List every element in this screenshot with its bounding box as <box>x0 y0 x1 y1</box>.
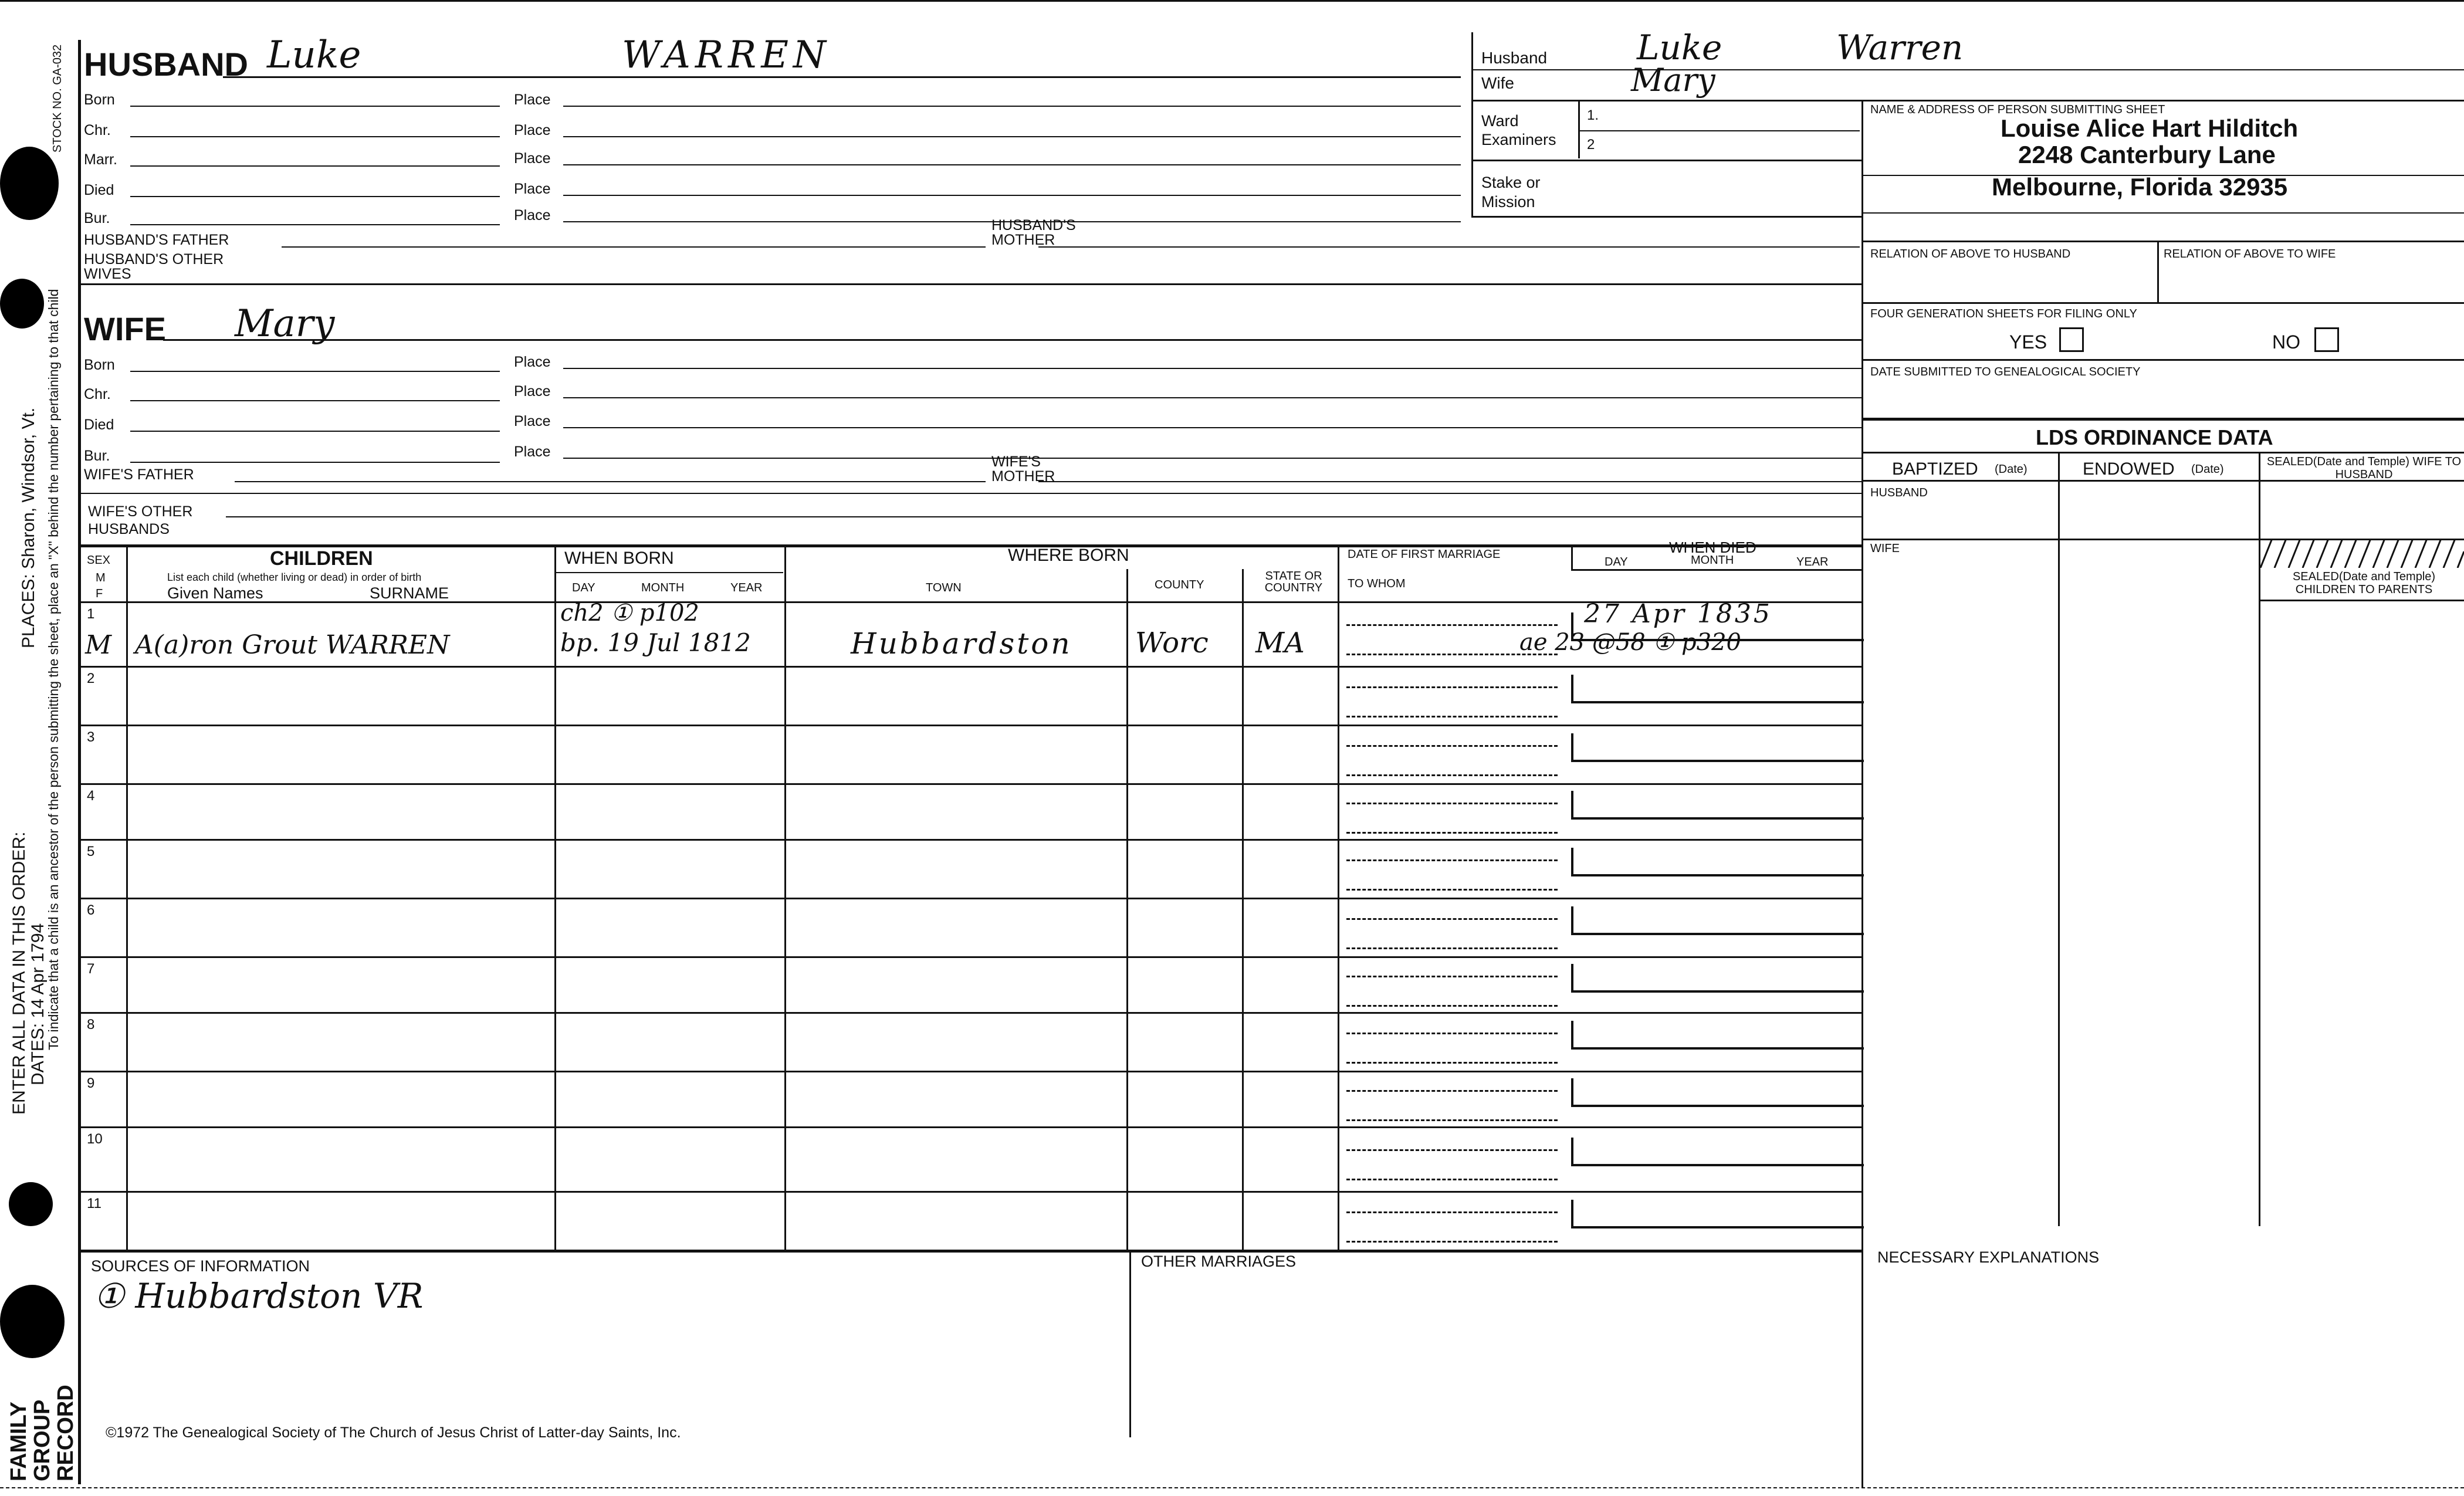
side-enter-order: ENTER ALL DATA IN THIS ORDER: <box>9 831 29 1115</box>
other-marriages-label: OTHER MARRIAGES <box>1141 1253 1297 1270</box>
husband-chr-place-line <box>563 136 1461 137</box>
husbands-father-label: HUSBAND'S FATHER <box>84 232 229 248</box>
child1-sex: M <box>85 630 112 660</box>
child-row-number: 3 <box>87 729 95 745</box>
wifes-father-label: WIFE'S FATHER <box>84 466 194 483</box>
wife-bur-label: Bur. <box>84 448 110 464</box>
lds-ordinance-title: LDS ORDINANCE DATA <box>2036 425 2273 449</box>
col-county-divider <box>1242 569 1244 1251</box>
child1-name: A(a)ron Grout WARREN <box>135 630 450 660</box>
to-whom-dash-line <box>1346 1119 1558 1121</box>
when-died-box <box>1571 1200 1864 1228</box>
wife-born-place-label: Place <box>514 354 551 370</box>
when-died-box <box>1571 964 1864 993</box>
to-whom-dash-line <box>1346 947 1558 949</box>
punch-hole <box>0 279 44 329</box>
no-checkbox[interactable] <box>2314 327 2339 352</box>
four-generation-label: FOUR GENERATION SHEETS FOR FILING ONLY <box>1870 307 2137 320</box>
sex-m-label: M <box>96 571 106 584</box>
wifes-other-husbands-label: WIFE'S OTHER HUSBANDS <box>88 503 193 537</box>
lds-divider-2 <box>2259 452 2260 1226</box>
marriage-date-dash-line <box>1346 918 1558 920</box>
husband-chr-place-label: Place <box>514 122 551 138</box>
other-marriages-border <box>1129 1250 1131 1437</box>
husband-bur-label: Bur. <box>84 210 110 226</box>
when-died-box <box>1571 1021 1864 1050</box>
necessary-explanations-label: NECESSARY EXPLANATIONS <box>1877 1248 2100 1266</box>
endowed-date-label: (Date) <box>2191 463 2224 476</box>
sealed-children-bottom <box>2260 600 2464 601</box>
no-label: NO <box>2272 331 2300 353</box>
child-row-line <box>78 898 1861 899</box>
husband-died-line <box>130 196 500 197</box>
husband-chr-label: Chr. <box>84 122 111 138</box>
child-row-number: 5 <box>87 844 95 859</box>
submitter-line-1 <box>1861 175 2464 176</box>
ward-divider <box>1578 100 1580 158</box>
ward-examiner-1-line <box>1578 130 1860 131</box>
when-died-box <box>1571 791 1864 820</box>
wife-died-place-line <box>563 427 1861 428</box>
husband-marr-label: Marr. <box>84 151 117 168</box>
to-whom-dash-line <box>1346 1005 1558 1007</box>
when-died-box <box>1571 733 1864 762</box>
husband-died-place-line <box>563 195 1461 196</box>
child-row-line <box>78 1012 1861 1014</box>
died-day-label: DAY <box>1605 556 1628 568</box>
marriage-date-dash-line <box>1346 624 1558 626</box>
col-died-head-divider <box>1571 544 1573 569</box>
lds-husband-label: HUSBAND <box>1870 486 1928 499</box>
when-died-box <box>1571 848 1864 876</box>
sealed-wife-label: SEALED(Date and Temple) WIFE TO HUSBAND <box>2266 455 2462 481</box>
husbands-mother-label: HUSBAND'S MOTHER <box>991 217 1076 248</box>
husband-surname: WARREN <box>622 33 831 77</box>
state-country-label: STATE OR COUNTRY <box>1264 570 1323 594</box>
child-row-number: 9 <box>87 1075 95 1091</box>
died-month-label: MONTH <box>1691 554 1734 567</box>
relation-bottom <box>1861 302 2464 304</box>
copyright-notice: ©1972 The Genealogical Society of The Church of Jesus Christ of Latter-day Saints, Inc. <box>106 1424 681 1441</box>
ward-examiner-2: 2 <box>1587 137 1595 153</box>
marriage-date-dash-line <box>1346 1033 1558 1034</box>
marriage-date-dash-line <box>1346 745 1558 747</box>
lds-wife-label: WIFE <box>1870 542 1900 555</box>
husband-born-line <box>130 106 500 107</box>
hatched-cell <box>2260 539 2464 568</box>
marriage-date-dash-line <box>1346 803 1558 804</box>
punch-hole <box>0 147 59 220</box>
marriage-date-dash-line <box>1346 1149 1558 1151</box>
relation-wife-label: RELATION OF ABOVE TO WIFE <box>2164 248 2336 260</box>
when-died-box <box>1571 1138 1864 1166</box>
wifes-mother-line <box>1038 481 1861 482</box>
child-row-line <box>78 666 1861 668</box>
yes-label: YES <box>2009 331 2047 353</box>
child1-state: MA <box>1255 627 1305 659</box>
born-year-label: YEAR <box>730 581 763 594</box>
wifes-other-husbands-line <box>226 516 1861 517</box>
relation-divider <box>2157 241 2159 302</box>
punch-hole <box>9 1182 53 1226</box>
husband-bur-place-label: Place <box>514 207 551 224</box>
to-whom-label: TO WHOM <box>1348 577 1406 590</box>
child-row-number: 8 <box>87 1017 95 1033</box>
child-row-number: 4 <box>87 788 95 804</box>
wife-bur-place-line <box>563 458 1861 459</box>
submitter-street: 2248 Canterbury Lane <box>2018 141 2276 168</box>
child-row-line <box>78 725 1861 726</box>
submitter-line-2 <box>1861 212 2464 214</box>
child1-county: Worc <box>1135 627 1209 659</box>
when-born-sub-line <box>554 572 783 573</box>
died-year-label: YEAR <box>1796 556 1829 568</box>
four-gen-bottom <box>1861 359 2464 361</box>
to-whom-dash-line <box>1346 1062 1558 1064</box>
husband-marr-place-line <box>563 164 1461 165</box>
header-husband-label: Husband <box>1481 49 1548 67</box>
children-table-bottom <box>78 1250 1861 1253</box>
header-wife-name: Mary <box>1631 62 1715 99</box>
child1-born-date: bp. 19 Jul 1812 <box>560 628 751 657</box>
col-town-divider <box>1126 569 1128 1251</box>
lds-divider-1 <box>2058 452 2060 1226</box>
husband-chr-line <box>130 136 500 137</box>
ward-examiner-1: 1. <box>1587 107 1599 123</box>
husband-given-name: Luke <box>267 33 361 77</box>
bottom-cut-line <box>0 1487 2464 1488</box>
husbands-other-wives-label: HUSBAND'S OTHER WIVES <box>84 251 224 282</box>
husband-marr-line <box>130 165 500 167</box>
lds-title-bottom <box>1861 452 2464 453</box>
child-row-number: 10 <box>87 1131 103 1147</box>
to-whom-dash-line <box>1346 889 1558 891</box>
wifes-mother-label: WIFE'S MOTHER <box>991 453 1055 485</box>
wife-name-line <box>163 339 1861 341</box>
child-row-line <box>78 956 1861 958</box>
to-whom-dash-line <box>1346 1179 1558 1180</box>
ward-examiners-label: Ward Examiners <box>1481 112 1556 148</box>
husband-born-label: Born <box>84 92 115 108</box>
when-born-heading: WHEN BORN <box>564 549 674 568</box>
husband-name-line <box>223 76 1461 78</box>
when-died-heading: WHEN DIED <box>1669 539 1756 556</box>
when-died-sub-line <box>1571 569 1861 571</box>
side-ancestor-instruction: To indicate that a child is an ancestor of the person submitting the sheet, place an "X" behind the number pertaining to that child <box>46 289 61 1050</box>
relation-husband-label: RELATION OF ABOVE TO HUSBAND <box>1870 248 2071 260</box>
side-dates-note: DATES: 14 Apr 1794 <box>28 923 48 1085</box>
wife-died-place-label: Place <box>514 413 551 429</box>
top-border <box>0 0 2464 2</box>
husband-heading: HUSBAND <box>84 46 248 83</box>
county-label: COUNTY <box>1155 578 1204 591</box>
child-row-number: 1 <box>87 606 95 622</box>
child-row-number: 11 <box>87 1196 101 1211</box>
child-row-number: 6 <box>87 902 95 918</box>
sex-label: SEX <box>87 554 111 567</box>
side-places-note: PLACES: Sharon, Windsor, Vt. <box>19 407 38 648</box>
child-row-number: 7 <box>87 961 95 977</box>
wife-born-label: Born <box>84 357 115 373</box>
husband-marr-place-label: Place <box>514 150 551 167</box>
wifes-father-line <box>235 481 986 482</box>
when-died-box <box>1571 675 1864 703</box>
children-instructions: List each child (whether living or dead) in order of birth <box>167 571 422 583</box>
child1-town: Hubbardston <box>851 627 1072 661</box>
marriage-date-dash-line <box>1346 1090 1558 1092</box>
left-frame-line <box>78 40 81 1484</box>
lds-header-bottom <box>1861 480 2464 482</box>
child1-died-note: ae 23 @58 ① p320 <box>1519 629 1741 656</box>
wife-born-place-line <box>563 368 1861 369</box>
to-whom-dash-line <box>1346 1241 1558 1243</box>
baptized-date-label: (Date) <box>1995 463 2028 476</box>
header-husband-surname: Warren <box>1836 28 1964 67</box>
husbands-father-line <box>282 246 986 248</box>
to-whom-dash-line <box>1346 774 1558 776</box>
child1-born-note: ch2 ① p102 <box>560 600 699 627</box>
wife-born-line <box>130 371 500 372</box>
when-died-box <box>1571 1078 1864 1107</box>
sex-f-label: F <box>96 587 103 600</box>
wife-chr-place-label: Place <box>514 383 551 400</box>
stock-number: STOCK NO. GA-032 <box>51 44 64 153</box>
child-row-line <box>78 783 1861 785</box>
punch-hole <box>0 1285 65 1358</box>
header-husband-line <box>1471 69 2464 70</box>
date-submitted-bottom <box>1861 418 2464 421</box>
where-born-heading: WHERE BORN <box>1008 546 1129 565</box>
child-row-line <box>78 1071 1861 1072</box>
wife-bur-place-label: Place <box>514 444 551 460</box>
when-died-box <box>1571 906 1864 935</box>
to-whom-dash-line <box>1346 832 1558 834</box>
stake-bottom-line <box>1471 216 1861 218</box>
husband-died-label: Died <box>84 182 114 198</box>
header-husband-given: Luke <box>1637 28 1722 67</box>
husband-born-place-line <box>563 106 1461 107</box>
sources-entry: ① Hubbardston VR <box>94 1276 424 1316</box>
yes-checkbox[interactable] <box>2059 327 2084 352</box>
wife-heading: WIFE <box>84 310 166 347</box>
children-heading: CHILDREN <box>270 547 373 570</box>
header-wife-label: Wife <box>1481 74 1514 92</box>
marriage-date-dash-line <box>1346 976 1558 977</box>
marriage-date-dash-line <box>1346 859 1558 861</box>
wife-bur-line <box>130 462 500 463</box>
wife-chr-line <box>130 400 500 401</box>
endowed-label: ENDOWED <box>2083 459 2175 479</box>
wife-parents-bottom <box>78 493 1861 494</box>
wife-given-name: Mary <box>235 302 335 346</box>
sealed-children-label: SEALED(Date and Temple) CHILDREN TO PARENTS <box>2292 570 2436 596</box>
wife-chr-place-line <box>563 397 1861 398</box>
date-submitted-label: DATE SUBMITTED TO GENEALOGICAL SOCIETY <box>1870 365 2141 378</box>
born-day-label: DAY <box>572 581 595 594</box>
submitter-name: Louise Alice Hart Hilditch <box>2001 114 2299 142</box>
child-row-line <box>78 839 1861 841</box>
name-address-label: NAME & ADDRESS OF PERSON SUBMITTING SHEET <box>1870 103 2165 116</box>
family-group-record-title: FAMILY GROUP RECORD <box>6 1385 78 1481</box>
child-row-line <box>78 1126 1861 1128</box>
husband-born-place-label: Place <box>514 92 551 108</box>
husbands-mother-line <box>1038 246 1860 248</box>
wife-died-line <box>130 431 500 432</box>
ward-box-left-border <box>1471 32 1473 217</box>
child-row-number: 2 <box>87 671 95 686</box>
surname-label: SURNAME <box>370 584 449 602</box>
husband-bur-line <box>130 224 500 225</box>
sources-label: SOURCES OF INFORMATION <box>91 1257 310 1275</box>
to-whom-dash-line <box>1346 716 1558 717</box>
born-month-label: MONTH <box>641 581 685 594</box>
submitter-city: Melbourne, Florida 32935 <box>1992 173 2288 201</box>
header-wife-line <box>1471 100 2464 101</box>
husband-died-place-label: Place <box>514 181 551 197</box>
stake-mission-label: Stake or Mission <box>1481 174 1541 211</box>
given-names-label: Given Names <box>167 584 263 602</box>
marriage-date-dash-line <box>1346 686 1558 688</box>
child-row-line <box>78 1191 1861 1193</box>
ward-bottom-line <box>1471 160 1861 161</box>
first-marriage-label: DATE OF FIRST MARRIAGE <box>1348 548 1501 561</box>
wife-died-label: Died <box>84 417 114 433</box>
marriage-date-dash-line <box>1346 1211 1558 1213</box>
husband-section-bottom <box>78 283 1861 285</box>
baptized-label: BAPTIZED <box>1892 459 1978 479</box>
child1-died-date: 27 Apr 1835 <box>1584 599 1772 629</box>
wife-chr-label: Chr. <box>84 386 111 402</box>
submitter-bottom <box>1861 241 2464 242</box>
town-label: TOWN <box>926 581 962 594</box>
